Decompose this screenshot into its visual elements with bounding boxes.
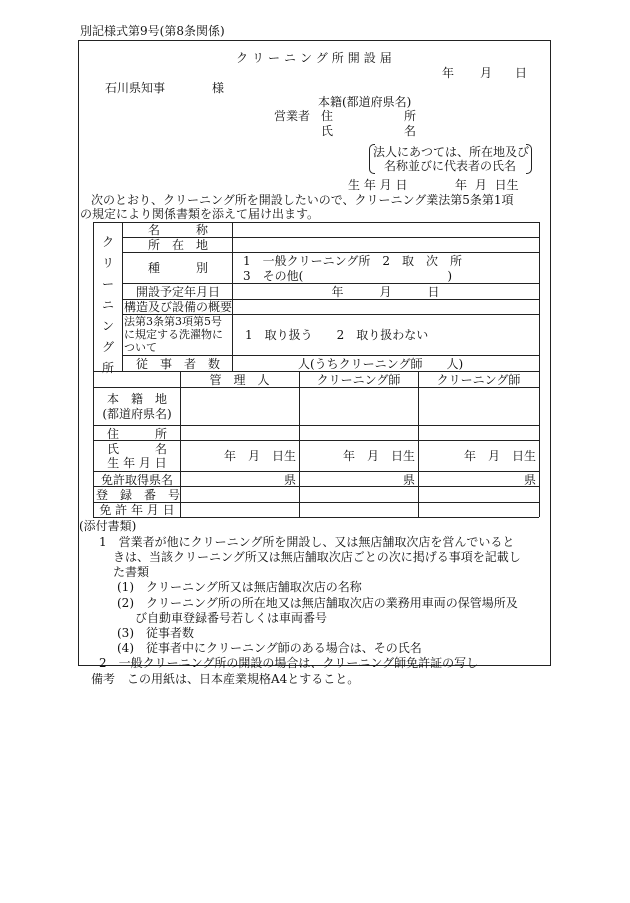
attachment-sub2-line2: び自動車登録番号若しくは車両番号	[135, 611, 328, 625]
attachment-sub3: (3) 従事者数	[117, 626, 194, 640]
addressee-name: 石川県知事	[105, 81, 166, 95]
col-cleaner-2: クリーニング師	[436, 373, 521, 387]
staff-birth-value-2: 年 月 日生	[342, 449, 415, 463]
corp-note-line2: 名称並びに代表者の氏名	[384, 159, 517, 173]
staff-header-line	[93, 387, 539, 388]
applicant-name-a: 氏	[321, 124, 334, 138]
laundry-label-line2: に規定する洗濯物に	[124, 328, 223, 341]
staff-row-line	[93, 425, 539, 426]
reg-no-label: 登 録 番 号	[96, 488, 181, 502]
employees-value: 人(うちクリーニング師 人)	[298, 357, 464, 371]
applicant-birth-value: 年 月 日生	[455, 178, 519, 192]
attachments-heading: (添付書類)	[79, 519, 137, 533]
col-manager: 管 理 人	[209, 373, 270, 387]
staff-col-divider	[418, 371, 419, 517]
applicant-birth-label: 生 年 月 日	[348, 178, 408, 192]
date-month: 月	[480, 66, 493, 80]
license-pref-suffix-1: 県	[283, 473, 296, 487]
staff-honseki-label-2: (都道府県名)	[102, 407, 172, 421]
shop-table-right	[539, 222, 540, 372]
license-pref-suffix-2: 県	[402, 473, 415, 487]
applicant-name-b: 名	[404, 124, 417, 138]
attachment-sub4: (4) 従事者中にクリーニング師のある場合は、その氏名	[117, 641, 422, 655]
applicant-honseki: 本籍(都道府県名)	[318, 95, 412, 109]
addressee-honorific: 様	[212, 81, 225, 95]
staff-table-bottom	[93, 517, 539, 518]
form-number: 別記様式第9号(第8条関係)	[80, 24, 225, 38]
laundry-options: 1 取り扱う 2 取り扱わない	[245, 328, 429, 342]
date-year: 年	[442, 66, 455, 80]
applicant-address-a: 住	[321, 109, 334, 123]
license-date-label: 免 許 年 月 日	[99, 503, 175, 517]
shop-table-left	[93, 222, 94, 372]
laundry-label-line1: 法第3条第3項第5号	[124, 315, 222, 328]
staff-address-label: 住 所	[106, 427, 167, 441]
shop-type-option2: 3 その他( )	[243, 269, 452, 283]
staff-birth-value-3: 年 月 日生	[463, 449, 536, 463]
license-pref-suffix-3: 県	[523, 473, 536, 487]
attachment-sub2-line1: (2) クリーニング所の所在地又は無店舗取次店の業務用車両の保管場所及	[117, 596, 518, 610]
attachment-item1-line3: た書類	[113, 565, 150, 579]
shop-row-line	[122, 283, 539, 284]
shop-label-divider	[122, 222, 123, 372]
col-cleaner-1: クリーニング師	[316, 373, 401, 387]
staff-table-left	[93, 371, 94, 517]
footnote: 備考 この用紙は、日本産業規格A4とすること。	[91, 672, 360, 686]
shop-type-option1: 1 一般クリーニング所 2 取 次 所	[243, 254, 463, 268]
shop-row-line	[122, 252, 539, 253]
shop-type-label: 種 別	[147, 261, 208, 275]
employees-label: 従 事 者 数	[135, 357, 220, 371]
attachment-sub1: (1) クリーニング所又は無店舗取次店の名称	[117, 580, 362, 594]
corp-note-line1: 法人にあつては、所在地及び	[373, 145, 530, 159]
staff-name-label: 氏 名	[106, 442, 167, 456]
staff-row-line	[93, 471, 539, 472]
shop-name-label: 名 称	[147, 223, 208, 237]
attachment-item1-line2: きは、当該クリーニング所又は無店舗取次店ごとの次に掲げる事項を記載し	[113, 550, 521, 564]
staff-table-right	[539, 371, 540, 517]
shop-location-label: 所 在 地	[147, 238, 208, 252]
shop-row-line	[122, 355, 539, 356]
attachment-item2: 2 一般クリーニング所の開設の場合は、クリーニング師免許証の写し	[99, 656, 479, 670]
staff-birth-value-1: 年 月 日生	[223, 449, 296, 463]
date-day: 日	[515, 66, 528, 80]
applicant-label: 営業者	[274, 109, 311, 123]
staff-col-divider	[299, 371, 300, 517]
attachment-item1-line1: 1 営業者が他にクリーニング所を開設し、又は無店舗取次店を営んでいると	[99, 535, 515, 549]
planned-date-label: 開設予定年月日	[135, 285, 220, 299]
laundry-label-line3: ついて	[124, 341, 157, 354]
facilities-label: 構造及び設備の概要	[124, 300, 233, 314]
intro-line2: の規定により関係書類を添えて届け出ます。	[80, 207, 320, 221]
license-pref-label: 免許取得県名	[100, 473, 173, 487]
intro-line1: 次のとおり、クリーニング所を開設したいので、クリーニング業法第5条第1項	[91, 193, 514, 207]
staff-honseki-label-1: 本 籍 地	[106, 392, 167, 406]
shop-vertical-label: ク リ ー ニ ン グ 所	[101, 235, 114, 375]
shop-table-bottom	[93, 371, 539, 372]
staff-birth-label: 生 年 月 日	[107, 456, 167, 470]
form-title: クリーニング所開設届	[236, 51, 396, 65]
staff-col-divider	[180, 371, 181, 517]
applicant-address-b: 所	[404, 109, 417, 123]
planned-date-value: 年 月 日	[331, 285, 440, 299]
